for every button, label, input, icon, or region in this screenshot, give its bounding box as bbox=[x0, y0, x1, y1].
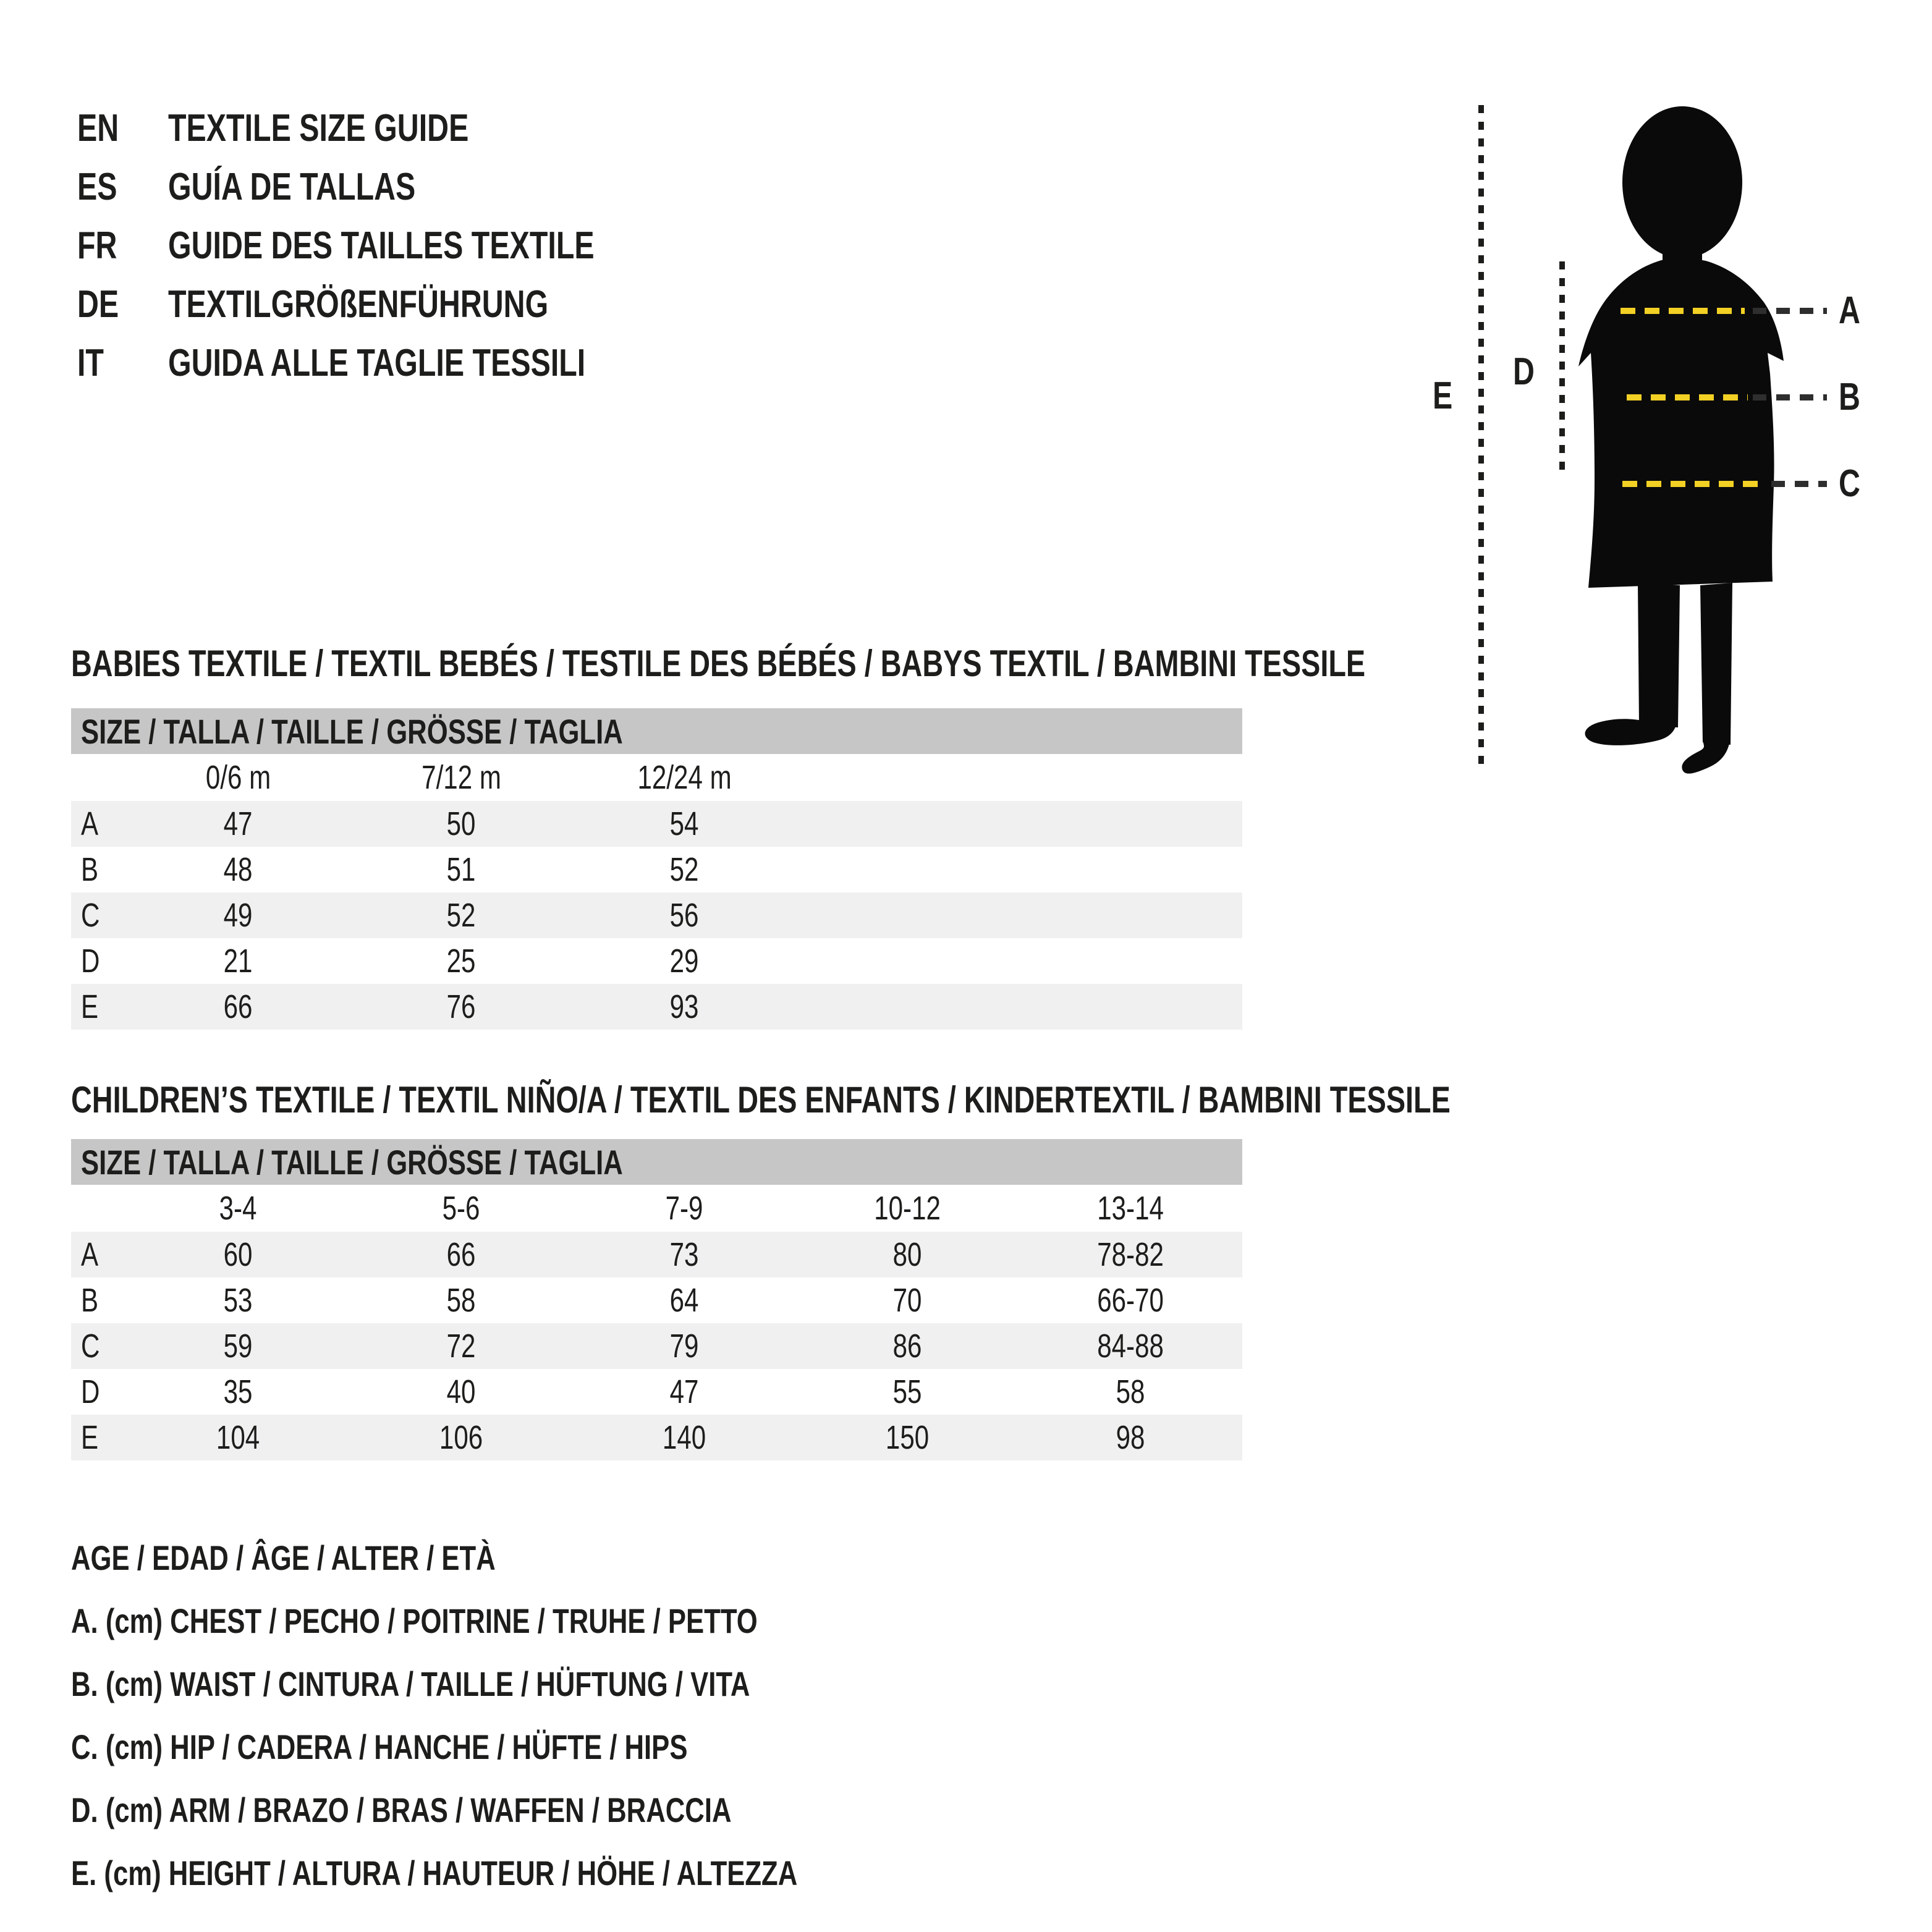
hip-measure-line-dark bbox=[1771, 481, 1827, 487]
language-title: TEXTILE SIZE GUIDE bbox=[168, 107, 469, 150]
legend-line bbox=[71, 1778, 1002, 1841]
row-label-text: B bbox=[81, 851, 99, 888]
column-header-text: 7-9 bbox=[666, 1190, 703, 1227]
table-cell-text: 60 bbox=[224, 1236, 253, 1273]
language-code: FR bbox=[77, 224, 117, 267]
row-label-text: D bbox=[81, 1373, 100, 1410]
waist-measure-line-yellow bbox=[1627, 394, 1748, 400]
table-cell bbox=[350, 896, 573, 934]
measurement-legend bbox=[71, 1526, 1002, 1904]
table-cell-text: 58 bbox=[1116, 1373, 1145, 1410]
measure-label-D: D bbox=[1513, 350, 1535, 393]
table-cell bbox=[127, 1327, 350, 1365]
table-cell-text: 55 bbox=[893, 1373, 922, 1410]
language-row bbox=[77, 99, 714, 158]
measure-label-B: B bbox=[1839, 376, 1860, 418]
children-section-title bbox=[71, 1080, 1839, 1120]
table-cell-text: 79 bbox=[670, 1328, 699, 1365]
language-title: TEXTILGRÖßENFÜHRUNG bbox=[168, 283, 549, 326]
size-header-label: SIZE / TALLA / TAILLE / GRÖSSE / TAGLIA bbox=[81, 711, 623, 751]
table-cell-text: 70 bbox=[893, 1282, 922, 1319]
table-cell-text: 78-82 bbox=[1097, 1236, 1164, 1273]
language-row bbox=[77, 158, 714, 216]
column-header bbox=[127, 758, 350, 797]
table-cell bbox=[350, 1373, 573, 1411]
table-row bbox=[71, 1232, 1242, 1277]
table-cell-text: 56 bbox=[670, 897, 699, 934]
table-cell-text: 47 bbox=[670, 1373, 699, 1410]
table-cell-text: 64 bbox=[670, 1282, 699, 1319]
table-cell bbox=[1019, 1418, 1242, 1457]
row-label bbox=[71, 988, 127, 1026]
table-cell bbox=[1019, 1327, 1242, 1365]
table-cell bbox=[796, 1418, 1019, 1457]
table-cell bbox=[127, 1373, 350, 1411]
legend-line-text: A. (cm) CHEST / PECHO / POITRINE / TRUHE / PETTO bbox=[71, 1601, 758, 1640]
table-cell-text: 49 bbox=[224, 897, 253, 934]
table-cell-text: 21 bbox=[224, 943, 253, 980]
babies-section-title-text: BABIES TEXTILE / TEXTIL BEBÉS / TESTILE DES BÉBÉS / BABYS TEXTIL / BAMBINI TESSILE bbox=[71, 643, 1366, 684]
table-cell-text: 50 bbox=[447, 805, 476, 842]
table-cell-text: 29 bbox=[670, 943, 699, 980]
table-row bbox=[71, 984, 1242, 1030]
table-cell-text: 66 bbox=[224, 988, 253, 1025]
language-title-list bbox=[77, 99, 714, 392]
column-header bbox=[796, 1189, 1019, 1227]
measure-label-E: E bbox=[1433, 375, 1453, 417]
table-cell-text: 84-88 bbox=[1097, 1328, 1164, 1365]
children-size-table bbox=[71, 1139, 1242, 1460]
table-cell bbox=[127, 988, 350, 1026]
legend-line-text: AGE / EDAD / ÂGE / ALTER / ETÀ bbox=[71, 1538, 496, 1577]
row-label bbox=[71, 1373, 127, 1411]
row-label-text: C bbox=[81, 1328, 100, 1365]
measure-label-A: A bbox=[1839, 289, 1860, 332]
row-label bbox=[71, 850, 127, 889]
table-row bbox=[71, 847, 1242, 892]
table-row bbox=[71, 1323, 1242, 1369]
row-label-text: A bbox=[81, 805, 99, 842]
table-cell-text: 93 bbox=[670, 988, 699, 1025]
column-header bbox=[350, 1189, 573, 1227]
row-label bbox=[71, 942, 127, 980]
table-cell bbox=[350, 1281, 573, 1320]
language-row bbox=[77, 275, 714, 334]
row-label bbox=[71, 896, 127, 934]
table-cell bbox=[573, 850, 796, 889]
table-row bbox=[71, 1277, 1242, 1323]
waist-measure-line-dark bbox=[1753, 394, 1827, 400]
table-cell bbox=[127, 1235, 350, 1274]
language-code: IT bbox=[77, 342, 104, 384]
table-cell-text: 51 bbox=[447, 851, 476, 888]
table-cell bbox=[573, 1327, 796, 1365]
table-row bbox=[71, 938, 1242, 984]
table-cell-text: 48 bbox=[224, 851, 253, 888]
table-cell bbox=[350, 1418, 573, 1457]
chest-measure-line-yellow bbox=[1621, 308, 1745, 314]
column-header bbox=[127, 1189, 350, 1227]
babies-section-title bbox=[71, 644, 1731, 684]
row-label-text: A bbox=[81, 1236, 99, 1273]
column-header bbox=[573, 1189, 796, 1227]
row-label-text: E bbox=[81, 1419, 99, 1456]
language-code: DE bbox=[77, 283, 119, 326]
table-cell bbox=[573, 1373, 796, 1411]
babies-size-table bbox=[71, 708, 1242, 1030]
table-cell bbox=[127, 896, 350, 934]
table-cell bbox=[573, 1281, 796, 1320]
legend-line bbox=[71, 1589, 1002, 1652]
size-header-bar bbox=[71, 1139, 1242, 1185]
language-code: ES bbox=[77, 166, 117, 208]
table-cell bbox=[796, 1327, 1019, 1365]
column-header-text: 13-14 bbox=[1097, 1190, 1164, 1227]
language-title: GUÍA DE TALLAS bbox=[168, 166, 416, 208]
table-cell bbox=[127, 850, 350, 889]
table-cell bbox=[573, 942, 796, 980]
row-label bbox=[71, 1327, 127, 1365]
measure-label-C: C bbox=[1839, 462, 1860, 505]
table-cell bbox=[573, 1418, 796, 1457]
column-header-text: 5-6 bbox=[443, 1190, 480, 1227]
column-header-text: 12/24 m bbox=[637, 759, 732, 796]
table-cell bbox=[1019, 1235, 1242, 1274]
table-cell-text: 73 bbox=[670, 1236, 699, 1273]
table-cell bbox=[127, 805, 350, 843]
legend-line bbox=[71, 1841, 1002, 1904]
chest-measure-line-dark bbox=[1753, 308, 1827, 314]
table-row bbox=[71, 801, 1242, 847]
table-cell-text: 106 bbox=[439, 1419, 483, 1456]
table-cell-text: 150 bbox=[886, 1419, 930, 1456]
table-header-row bbox=[71, 754, 1242, 801]
table-cell-text: 25 bbox=[447, 943, 476, 980]
table-cell-text: 80 bbox=[893, 1236, 922, 1273]
table-row bbox=[71, 1415, 1242, 1460]
row-label bbox=[71, 1418, 127, 1457]
row-label bbox=[71, 1235, 127, 1274]
table-cell bbox=[350, 1327, 573, 1365]
table-cell-text: 47 bbox=[224, 805, 253, 842]
table-cell bbox=[573, 1235, 796, 1274]
language-code: EN bbox=[77, 107, 119, 150]
legend-line-text: B. (cm) WAIST / CINTURA / TAILLE / HÜFTUNG / VITA bbox=[71, 1664, 750, 1703]
table-cell bbox=[350, 805, 573, 843]
size-header-label: SIZE / TALLA / TAILLE / GRÖSSE / TAGLIA bbox=[81, 1142, 623, 1182]
column-header bbox=[573, 758, 796, 797]
table-cell bbox=[350, 1235, 573, 1274]
table-cell-text: 54 bbox=[670, 805, 699, 842]
table-cell bbox=[350, 988, 573, 1026]
table-header-row bbox=[71, 1185, 1242, 1232]
table-cell-text: 98 bbox=[1116, 1419, 1145, 1456]
column-header-text: 3-4 bbox=[219, 1190, 257, 1227]
table-cell bbox=[127, 1281, 350, 1320]
table-cell-text: 86 bbox=[893, 1328, 922, 1365]
table-cell-text: 66-70 bbox=[1097, 1282, 1164, 1319]
table-cell bbox=[127, 1418, 350, 1457]
row-label-text: B bbox=[81, 1282, 99, 1319]
table-cell-text: 52 bbox=[447, 897, 476, 934]
row-label bbox=[71, 1281, 127, 1320]
column-header bbox=[1019, 1189, 1242, 1227]
table-cell-text: 59 bbox=[224, 1328, 253, 1365]
language-row bbox=[77, 216, 714, 275]
language-title: GUIDA ALLE TAGLIE TESSILI bbox=[168, 342, 586, 384]
table-cell bbox=[127, 942, 350, 980]
table-row bbox=[71, 1369, 1242, 1415]
row-label-text: C bbox=[81, 897, 100, 934]
legend-line-text: E. (cm) HEIGHT / ALTURA / HAUTEUR / HÖHE / ALTEZZA bbox=[71, 1853, 798, 1892]
table-cell-text: 52 bbox=[670, 851, 699, 888]
table-cell bbox=[1019, 1281, 1242, 1320]
children-section-title-text: CHILDREN’S TEXTILE / TEXTIL NIÑO/A / TEXTIL DES ENFANTS / KINDERTEXTIL / BAMBINI TESSILE bbox=[71, 1079, 1451, 1121]
table-cell bbox=[573, 896, 796, 934]
hip-measure-line-yellow bbox=[1622, 481, 1765, 487]
table-cell bbox=[350, 850, 573, 889]
table-cell-text: 35 bbox=[224, 1373, 253, 1410]
column-header bbox=[350, 758, 573, 797]
table-cell-text: 140 bbox=[663, 1419, 706, 1456]
table-cell-text: 72 bbox=[447, 1328, 476, 1365]
row-label bbox=[71, 805, 127, 843]
legend-line bbox=[71, 1652, 1002, 1715]
table-cell bbox=[796, 1281, 1019, 1320]
language-title: GUIDE DES TAILLES TEXTILE bbox=[168, 224, 595, 267]
table-row bbox=[71, 892, 1242, 938]
table-cell bbox=[796, 1373, 1019, 1411]
table-cell bbox=[573, 805, 796, 843]
column-header-text: 0/6 m bbox=[205, 759, 271, 796]
table-cell bbox=[350, 942, 573, 980]
legend-line bbox=[71, 1526, 1002, 1589]
legend-line bbox=[71, 1715, 1002, 1778]
row-label-text: E bbox=[81, 988, 99, 1025]
table-cell-text: 53 bbox=[224, 1282, 253, 1319]
column-header-text: 10-12 bbox=[874, 1190, 941, 1227]
size-header-bar bbox=[71, 708, 1242, 754]
table-cell-text: 58 bbox=[447, 1282, 476, 1319]
table-cell bbox=[1019, 1373, 1242, 1411]
table-cell-text: 104 bbox=[216, 1419, 260, 1456]
table-cell-text: 66 bbox=[447, 1236, 476, 1273]
column-header-text: 7/12 m bbox=[422, 759, 501, 796]
table-cell-text: 40 bbox=[447, 1373, 476, 1410]
legend-line-text: C. (cm) HIP / CADERA / HANCHE / HÜFTE / HIPS bbox=[71, 1727, 688, 1766]
table-cell bbox=[796, 1235, 1019, 1274]
table-cell-text: 76 bbox=[447, 988, 476, 1025]
table-cell bbox=[573, 988, 796, 1026]
language-row bbox=[77, 334, 714, 392]
legend-line-text: D. (cm) ARM / BRAZO / BRAS / WAFFEN / BRACCIA bbox=[71, 1790, 732, 1829]
row-label-text: D bbox=[81, 943, 100, 980]
